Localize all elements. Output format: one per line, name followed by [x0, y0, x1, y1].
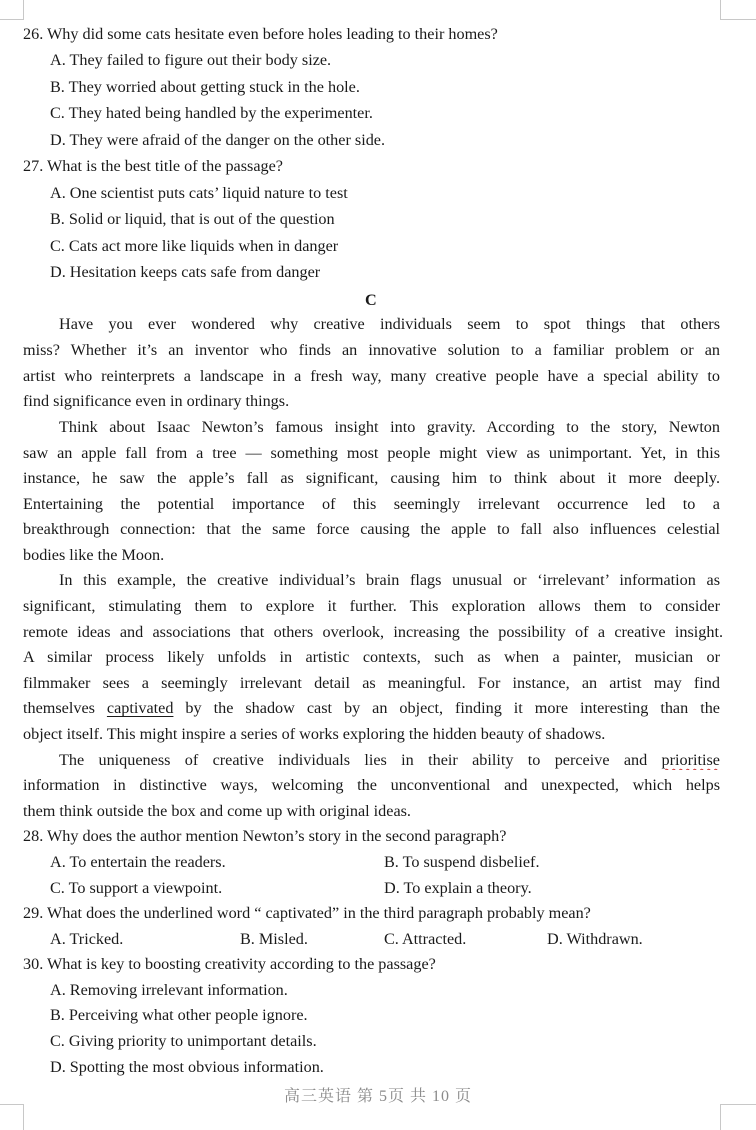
text-run: themselves	[23, 699, 107, 717]
question-stem: 30. What is key to boosting creativity according to the passage?	[23, 955, 436, 973]
passage-line: remote ideas and associations that others overlook, increasing the possibility of a creative insight.	[23, 623, 723, 641]
passage-line: A similar process likely unfolds in artistic contexts, such as when a painter, musician or	[23, 648, 720, 666]
crop-mark-bottom-right	[720, 1104, 756, 1130]
page-footer: 高三英语 第 5页 共 10 页	[283, 1088, 472, 1105]
option-d: D. They were afraid of the danger on the other side.	[50, 131, 386, 149]
option-b: B. They worried about getting stuck in the hole.	[50, 78, 360, 96]
option-c: C. They hated being handled by the experimenter.	[50, 104, 373, 122]
passage-line: breakthrough connection: that the same force causing the apple to fall also influences celestial	[23, 520, 720, 538]
passage-line: information in distinctive ways, welcoming the unconventional and unexpected, which helps	[23, 776, 720, 794]
option-a: A. Removing irrelevant information.	[50, 981, 288, 999]
option-b: B. Solid or liquid, that is out of the question	[50, 210, 335, 228]
crop-mark-bottom-left	[0, 1104, 24, 1130]
passage-line: Entertaining the potential importance of this seemingly irrelevant occurrence led to a	[23, 495, 720, 513]
option-a: A. Tricked.	[50, 930, 124, 948]
option-a: A. One scientist puts cats’ liquid nature to test	[50, 184, 348, 202]
passage-line: Think about Isaac Newton’s famous insight into gravity. According to the story, Newton	[59, 418, 720, 436]
option-c: C. To support a viewpoint.	[50, 879, 223, 897]
option-a: A. They failed to figure out their body size.	[50, 51, 332, 69]
option-a: A. To entertain the readers.	[50, 853, 226, 871]
passage-line: miss? Whether it’s an inventor who finds an innovative solution to a familiar problem or an	[23, 341, 720, 359]
crop-mark-top-right	[720, 0, 756, 20]
passage-line: filmmaker sees a seemingly irrelevant detail as meaningful. For instance, an artist may find	[23, 674, 720, 692]
passage-line: saw an apple fall from a tree — something most people might view as unimportant. Yet, in this	[23, 444, 720, 462]
passage-line: find significance even in ordinary things.	[23, 392, 290, 410]
question-stem: 28. Why does the author mention Newton’s story in the second paragraph?	[23, 827, 507, 845]
question-stem: 29. What does the underlined word “ captivated” in the third paragraph probably mean?	[23, 904, 591, 922]
passage-line: Have you ever wondered why creative individuals seem to spot things that others	[59, 315, 720, 333]
option-c: C. Attracted.	[384, 930, 467, 948]
option-d: D. Hesitation keeps cats safe from danger	[50, 263, 321, 281]
passage-line	[23, 698, 720, 718]
underlined-word-captivated: captivated	[106, 699, 174, 717]
passage-line: In this example, the creative individual’s brain flags unusual or ‘irrelevant’ information as	[59, 571, 720, 589]
text-run: by the shadow cast by an object, finding it more interesting than the	[173, 699, 720, 717]
passage-line: instance, he saw the apple’s fall as significant, causing him to think about it more deeply.	[23, 469, 720, 487]
section-letter: C	[365, 291, 377, 309]
option-b: B. Misled.	[240, 930, 308, 948]
passage-line: artist who reinterprets a landscape in a fresh way, many creative people have a special ability to	[23, 367, 720, 385]
option-c: C. Giving priority to unimportant details.	[50, 1032, 317, 1050]
option-b: B. Perceiving what other people ignore.	[50, 1006, 308, 1024]
spellcheck-flagged-word: prioritise	[661, 751, 720, 769]
question-stem: 26. Why did some cats hesitate even before holes leading to their homes?	[23, 25, 498, 43]
crop-mark-top-left	[0, 0, 24, 20]
passage-line	[59, 750, 720, 770]
text-run: The uniqueness of creative individuals lies in their ability to perceive and	[59, 751, 662, 769]
passage-line: significant, stimulating them to explore it further. This exploration allows them to consider	[23, 597, 720, 615]
option-b: B. To suspend disbelief.	[384, 853, 540, 871]
option-d: D. Withdrawn.	[547, 930, 643, 948]
passage-line: object itself. This might inspire a series of works exploring the hidden beauty of shadows.	[23, 725, 606, 743]
option-d: D. To explain a theory.	[384, 879, 532, 897]
option-d: D. Spotting the most obvious information.	[50, 1058, 324, 1076]
question-stem: 27. What is the best title of the passage?	[23, 157, 283, 175]
passage-line: bodies like the Moon.	[23, 546, 165, 564]
option-c: C. Cats act more like liquids when in danger	[50, 237, 339, 255]
passage-line: them think outside the box and come up with original ideas.	[23, 802, 411, 820]
